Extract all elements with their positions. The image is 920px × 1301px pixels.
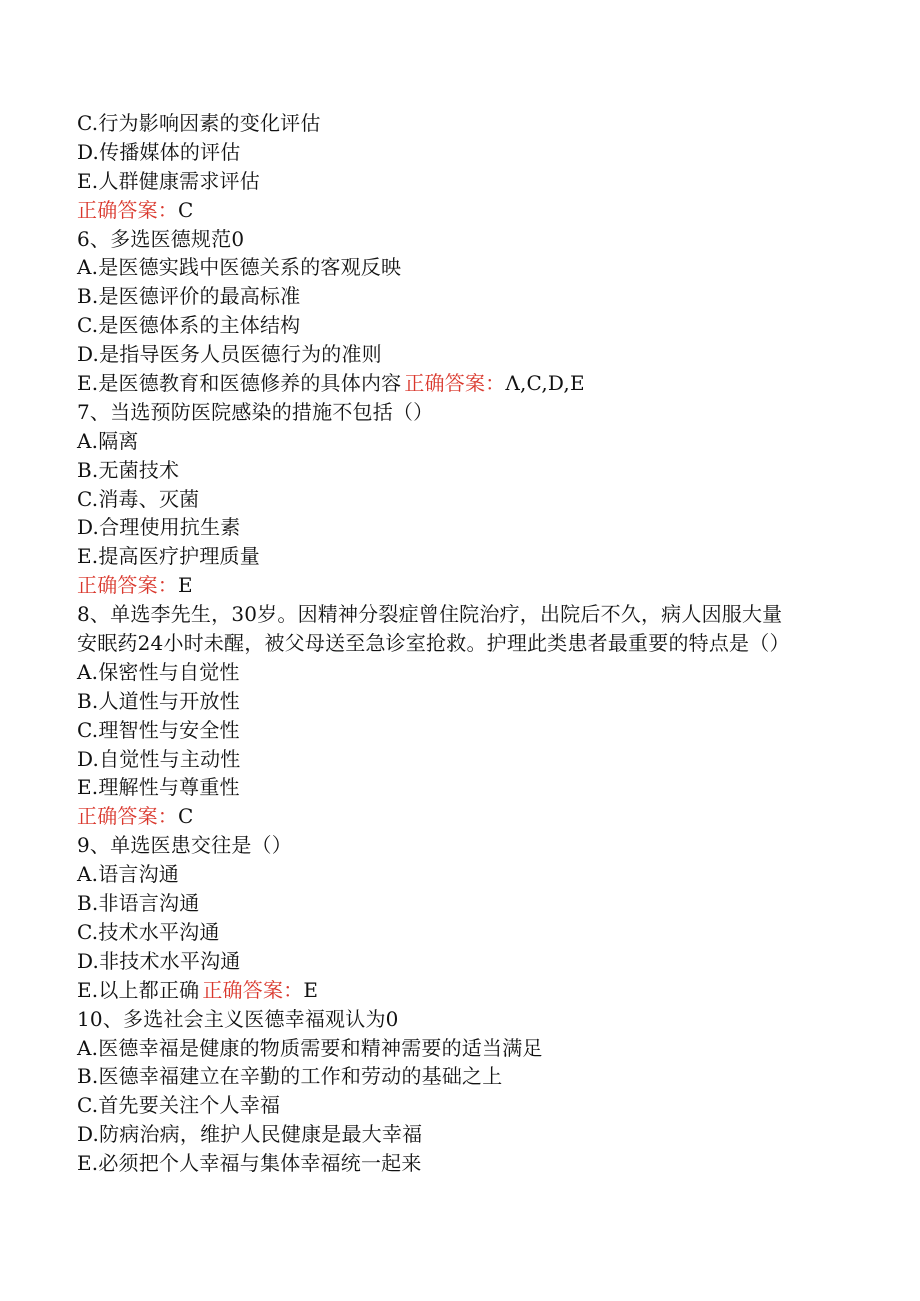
option-b: B.医德幸福建立在辛勤的工作和劳动的基础之上 (77, 1064, 503, 1089)
option-d: D.自觉性与主动性 (77, 746, 241, 771)
answer-value: Λ,C,D,E (505, 371, 585, 396)
option-a: A.保密性与自觉性 (77, 659, 240, 684)
answer-value: C (178, 197, 194, 222)
option-d: D.防病治病，维护人民健康是最大幸福 (77, 1122, 423, 1147)
option-b: B.非语言沟通 (77, 891, 200, 916)
option-a: A.隔离 (77, 428, 139, 453)
answer-value: E (178, 573, 193, 598)
option-c: C.技术水平沟通 (77, 919, 220, 944)
option-b: B.无菌技术 (77, 457, 180, 482)
option-e-with-answer (77, 976, 857, 1005)
option-e-with-answer (77, 369, 857, 398)
option-e: E.理解性与尊重性 (77, 775, 240, 800)
option-d: D.合理使用抗生素 (77, 515, 241, 540)
answer-label: 正确答案： (77, 804, 178, 829)
option-d: D.非技术水平沟通 (77, 948, 241, 973)
answer-label: 正确答案： (404, 371, 506, 396)
option-c: C.消毒、灭菌 (77, 486, 200, 511)
answer-label: 正确答案： (77, 573, 178, 598)
option-c: C.行为影响因素的变化评估 (77, 111, 321, 135)
answer-line (77, 802, 857, 831)
question-stem: 9、单选医患交往是（） (77, 833, 292, 858)
option-a: A.语言沟通 (77, 862, 180, 887)
question-stem: 8、单选李先生，30岁。因精神分裂症曾住院治疗，出院后不久，病人因服大量 (77, 602, 783, 627)
answer-line (77, 196, 857, 225)
option-e: E.提高医疗护理质量 (77, 544, 260, 569)
answer-label: 正确答案： (202, 977, 304, 1002)
option-e: E.必须把个人幸福与集体幸福统一起来 (77, 1151, 422, 1176)
answer-label: 正确答案： (77, 197, 178, 222)
option-c: C.是医德体系的主体结构 (77, 313, 301, 338)
answer-value: C (178, 804, 194, 829)
option-b: B.是医德评价的最高标准 (77, 284, 301, 309)
question-stem: 7、当选预防医院感染的措施不包括（） (77, 399, 434, 424)
option-d: D.是指导医务人员医德行为的准则 (77, 342, 382, 367)
document-page (77, 109, 857, 1178)
question-stem-continued: 安眠药24小时未醒，被父母送至急诊室抢救。护理此类患者最重要的特点是（） (77, 631, 790, 656)
option-a: A.医德幸福是健康的物质需要和精神需要的适当满足 (77, 1035, 543, 1060)
option-c: C.首先要关注个人幸福 (77, 1093, 281, 1118)
answer-value: E (303, 977, 319, 1002)
option-b: B.人道性与开放性 (77, 688, 240, 713)
question-stem: 6、多选医德规范0 (77, 226, 245, 251)
option-c: C.理智性与安全性 (77, 717, 240, 742)
option-d: D.传播媒体的评估 (77, 139, 241, 164)
option-e: E.以上都正确 (77, 977, 200, 1002)
option-a: A.是医德实践中医德关系的客观反映 (77, 255, 402, 280)
option-e: E.是医德教育和医德修养的具体内容 (77, 371, 402, 396)
question-stem: 10、多选社会主义医德幸福观认为0 (77, 1006, 399, 1031)
answer-line (77, 571, 857, 600)
option-e: E.人群健康需求评估 (77, 168, 260, 193)
